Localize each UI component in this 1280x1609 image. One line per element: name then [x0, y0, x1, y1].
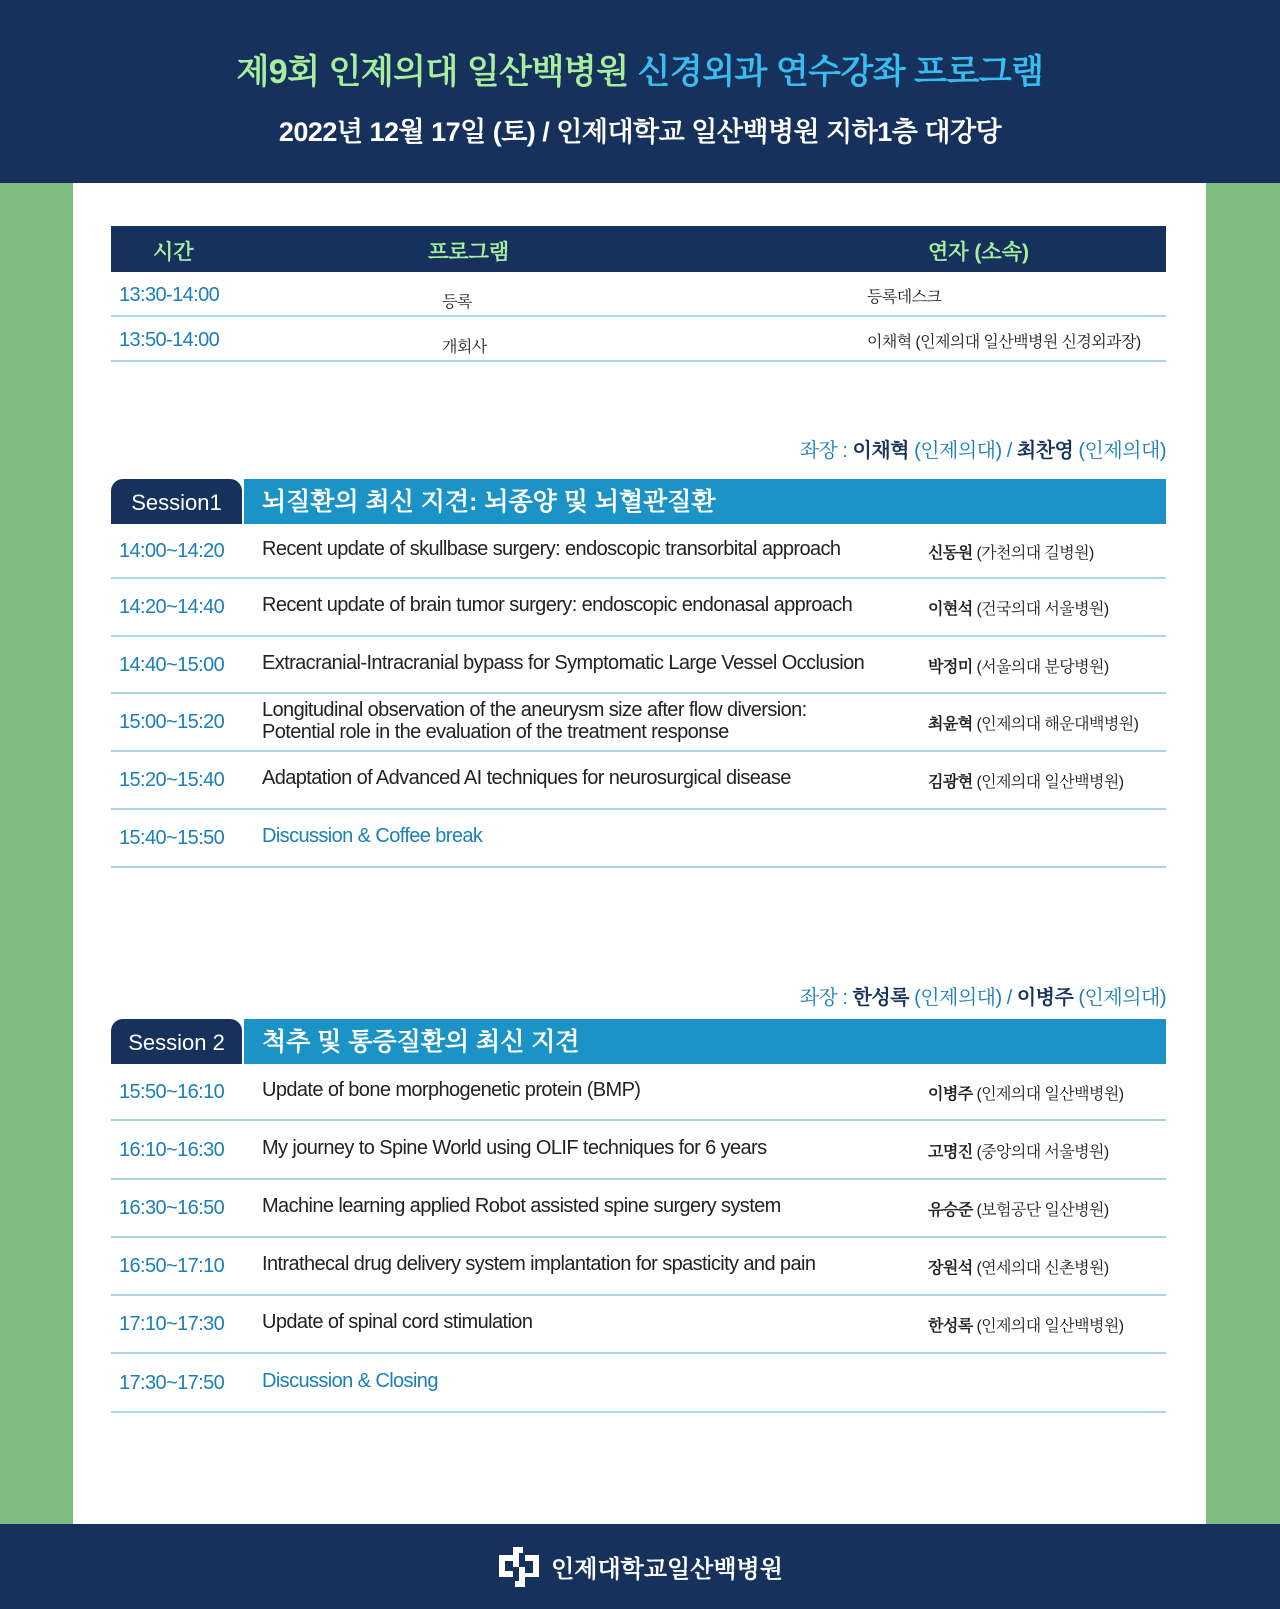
row-title: My journey to Spine World using OLIF techniques for 6 years: [262, 1137, 767, 1159]
row-title: Intrathecal drug delivery system implantation for spasticity and pain: [262, 1253, 816, 1275]
hospital-logo-icon: [497, 1545, 541, 1589]
session-row: [111, 637, 1166, 694]
row-speaker: 고명진 (중앙의대 서울병원): [928, 1144, 1109, 1161]
row-title: Longitudinal observation of the aneurysm size after flow diversion: Potential role in the evaluation of the treatment response: [262, 699, 807, 743]
session-row: [111, 524, 1166, 579]
row-title: Update of bone morphogenetic protein (BMP): [262, 1079, 641, 1101]
row-speaker: 한성록 (인제의대 일산백병원): [928, 1318, 1124, 1335]
row-title: Update of spinal cord stimulation: [262, 1311, 533, 1333]
row-speaker: 이현석 (건국의대 서울병원): [928, 601, 1109, 618]
row-time: 16:30~16:50: [119, 1197, 225, 1219]
session2-header: [111, 1019, 1166, 1064]
row-time: 16:10~16:30: [119, 1139, 225, 1161]
row-speaker: 최윤혁 (인제의대 해운대백병원): [928, 716, 1139, 733]
session2-title: 척추 및 통증질환의 최신 지견: [244, 1019, 1166, 1064]
row-time: 14:00~14:20: [119, 540, 225, 562]
row-time: 15:20~15:40: [119, 769, 225, 791]
hospital-name: 인제대학교일산백병원: [551, 1556, 783, 1583]
header-time: 시간: [153, 241, 194, 264]
session-row: [111, 1238, 1166, 1296]
session1-tab: Session1: [111, 479, 242, 524]
row-speaker: 박정미 (서울의대 분당병원): [928, 659, 1109, 676]
session1-title: 뇌질환의 최신 지견: 뇌종양 및 뇌혈관질환: [244, 479, 1166, 524]
row-title: Recent update of skullbase surgery: endoscopic transorbital approach: [262, 538, 841, 560]
row-time: 14:20~14:40: [119, 596, 225, 618]
row-time: 16:50~17:10: [119, 1255, 225, 1277]
row-speaker: 김광현 (인제의대 일산백병원): [928, 774, 1124, 791]
session-row: [111, 810, 1166, 868]
row-title: Adaptation of Advanced AI techniques for neurosurgical disease: [262, 767, 791, 789]
row-title: Machine learning applied Robot assisted spine surgery system: [262, 1195, 781, 1217]
row-title: Discussion & Coffee break: [262, 825, 483, 847]
session-row: [111, 579, 1166, 637]
session-row: [111, 752, 1166, 810]
session-row: [111, 694, 1166, 752]
footer: [0, 1524, 1280, 1609]
table-header: [111, 226, 1166, 272]
session-row: [111, 1354, 1166, 1413]
row-time: 15:00~15:20: [119, 711, 225, 733]
row-time: 15:50~16:10: [119, 1081, 225, 1103]
session-row: [111, 1121, 1166, 1180]
session1-header: [111, 479, 1166, 524]
row-time: 14:40~15:00: [119, 654, 225, 676]
row-speaker: 장원석 (연세의대 신촌병원): [928, 1260, 1109, 1277]
row-speaker: 신동원 (가천의대 길병원): [928, 545, 1094, 562]
event-date-location: 2022년 12월 17일 (토) / 인제대학교 일산백병원 지하1층 대강당: [278, 117, 1002, 147]
session2-tab: Session 2: [111, 1019, 242, 1064]
page-title: 제9회 인제의대 일산백병원 신경외과 연수강좌 프로그램: [236, 53, 1044, 91]
row-speaker: 유승준 (보험공단 일산병원): [928, 1202, 1109, 1219]
session2-chairs: 좌장 : 한성록 (인제의대) / 이병주 (인제의대): [799, 987, 1166, 1009]
session1-chairs: 좌장 : 이채혁 (인제의대) / 최찬영 (인제의대): [799, 440, 1166, 462]
row-title: Discussion & Closing: [262, 1370, 438, 1392]
row-time: 17:30~17:50: [119, 1372, 225, 1394]
row-time: 17:10~17:30: [119, 1313, 225, 1335]
session-row: [111, 1180, 1166, 1238]
session-row: [111, 1296, 1166, 1354]
row-speaker: 이병주 (인제의대 일산백병원): [928, 1086, 1124, 1103]
page-header: [0, 0, 1280, 183]
session-row: [111, 1064, 1166, 1121]
table-row: 13:50-14:00 개회사 이채혁 (인제의대 일산백병원 신경외과장): [111, 317, 1166, 362]
row-time: 15:40~15:50: [119, 827, 225, 849]
row-title: Recent update of brain tumor surgery: endoscopic endonasal approach: [262, 594, 853, 616]
header-speaker: 연자 (소속): [928, 241, 1029, 264]
header-program: 프로그램: [428, 241, 510, 264]
row-title: Extracranial-Intracranial bypass for Symptomatic Large Vessel Occlusion: [262, 652, 865, 674]
table-row: 13:30-14:00 등록 등록데스크: [111, 272, 1166, 317]
